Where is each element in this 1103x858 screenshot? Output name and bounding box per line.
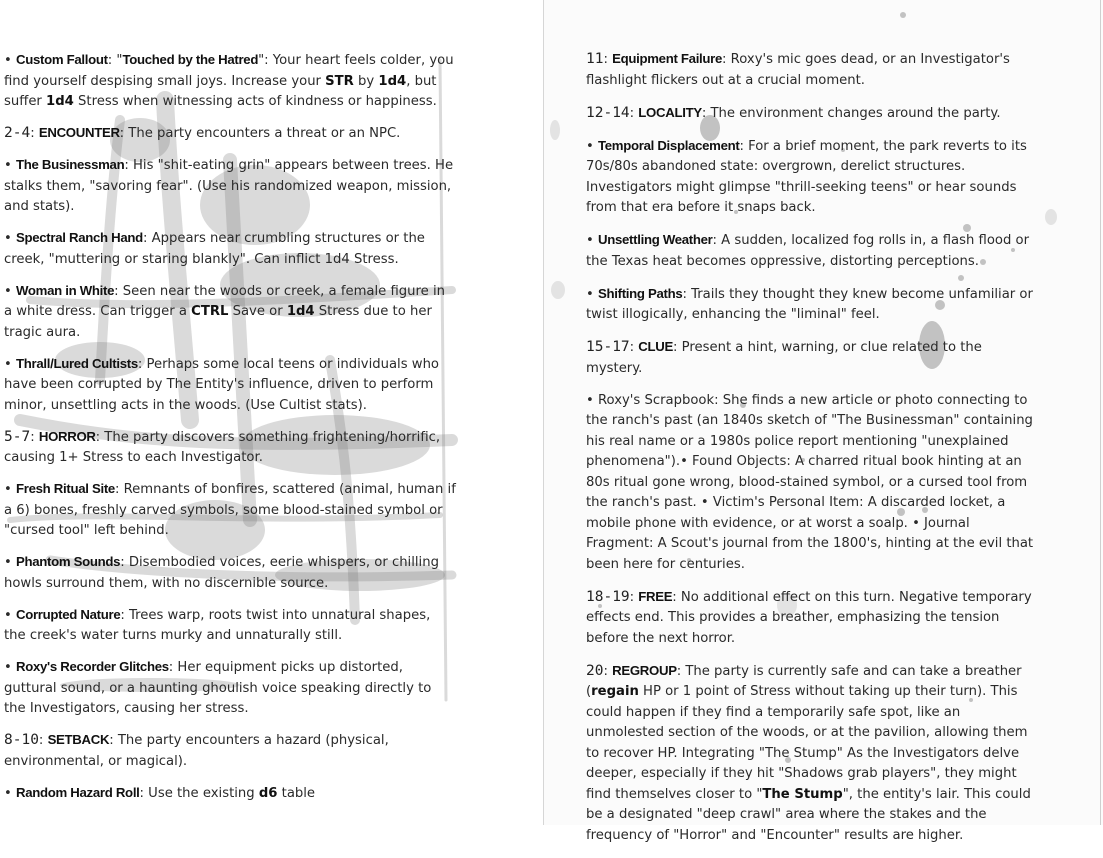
emphasis-text: The Stump <box>762 786 843 802</box>
entry-fresh-ritual-site <box>4 479 456 542</box>
entry-text: : The party encounters a threat or an NPC. <box>119 126 401 141</box>
entry-title: Thrall/Lured Cultists <box>15 355 138 371</box>
entry-text: • <box>4 53 16 68</box>
entry-text: • <box>586 286 598 302</box>
entry-text: : <box>38 733 48 748</box>
entry-title: Phantom Sounds <box>15 554 121 569</box>
entry-text: • Roxy's Scrapbook: She finds a new article or photo connecting to the ranch's past (an 1840s sketch of "The Businessman" containing his real name or a 1980s police report mentioning "unexplained phenomena").• Found Objects: A charred ritual book hinting at an 80s ritual gone wrong, blood-stained symbol, or a cursed tool from the ranch's past. • Victim's Personal Item: A discarded locket, a mobile phone with evidence, or at worst a soalp. • Journal Fragment: A Scout's journal from the 1800's, hinting at the evil that been here for centuries. <box>586 392 1034 572</box>
entry-text: • <box>586 138 598 154</box>
entry-text: : <box>603 663 613 679</box>
entry-title: SETBACK <box>47 732 110 747</box>
entry-title: FREE <box>638 588 673 604</box>
entry-text: HP or 1 point of Stress without taking up their turn). This could happen if they find a temporarily safe spot, like an unmolested section of the woods, or at the pavilion, allowing them to recover HP. Integrating "The Stump" As the Investigators delve deeper, especially if they hit "Shadows grab players", they might find themselves closer to " <box>586 684 1028 802</box>
entry-text: Stress when witnessing acts of kindness or happiness. <box>73 94 437 109</box>
entry-text: : The party encounters a hazard (physical, environmental, or magical). <box>4 733 389 769</box>
entry-text: ": Your heart feels colder, you find yourself despising small joys. Increase your <box>4 53 454 89</box>
entry-spectral-ranch-hand <box>4 228 456 270</box>
entry-text: : Use the existing <box>139 785 259 801</box>
entry-text: , but suffer <box>4 73 437 109</box>
entry-text: : Her equipment picks up distorted, guttural sound, or a haunting ghoulish voice speaking directly to the Investigators, causing her stress. <box>4 660 432 716</box>
entry-title: Touched by the Hatred <box>122 52 259 67</box>
entry-text: • <box>4 660 16 675</box>
entry-corrupted-nature <box>4 605 456 647</box>
entry-shifting-paths <box>586 284 1041 326</box>
entry-text: • <box>4 607 16 623</box>
entry-text: : <box>30 429 39 445</box>
entry-title: The Businessman <box>15 157 125 172</box>
entry-text: • <box>4 356 16 372</box>
roll-range: 11 <box>586 51 604 67</box>
roll-range: 8-10 <box>4 732 39 748</box>
entry-text: : A sudden, localized fog rolls in, a flash flood or the Texas heat becomes oppressive, distorting perceptions. <box>586 233 1030 269</box>
emphasis-text: d6 <box>258 785 278 801</box>
entry-text: : <box>629 105 639 121</box>
entry-text: ", the entity's lair. This could be a designated "deep crawl" area where the stakes and the frequency of "Horror" and "Encounter" results are higher. <box>586 786 1031 843</box>
entry-text: • <box>4 785 16 801</box>
entry-woman-in-white <box>4 281 456 344</box>
emphasis-text: 1d4 <box>46 94 74 109</box>
entry-custom-fallout <box>4 50 456 113</box>
entry-title: Woman in White <box>15 282 115 298</box>
entry-clue-details <box>586 391 1041 576</box>
entry-title: Fresh Ritual Site <box>15 481 115 496</box>
entry-title: LOCALITY <box>638 104 702 120</box>
entry-text: Stress due to her tragic aura. <box>4 304 432 340</box>
entry-title: Temporal Displacement <box>597 137 740 153</box>
entry-title: Random Hazard Roll <box>15 784 140 800</box>
entry-title: CLUE <box>638 339 673 354</box>
entry-text: : His "shit-eating grin" appears between trees. He stalks them, "savoring fear". (Use his randomized weapon, mission, and stats). <box>4 158 454 214</box>
entry-text: table <box>277 785 316 801</box>
entry-text: : The environment changes around the party. <box>701 105 1001 121</box>
entry-text: : Roxy's mic goes dead, or an Investigator's flashlight flickers out at a crucial moment. <box>586 52 1010 88</box>
roll-range: 12-14 <box>586 104 630 121</box>
entry-temporal-displacement <box>586 136 1041 219</box>
entry-regroup <box>586 661 1041 847</box>
entry-text: : Trees warp, roots twist into unnatural shapes, the creek's water turns murky and unnaturally still. <box>4 607 431 643</box>
roll-range: 15-17 <box>586 339 630 355</box>
entry-text: • <box>4 158 16 173</box>
entry-encounter <box>4 123 456 145</box>
entry-unsettling-weather <box>586 230 1041 272</box>
entry-text: : <box>603 52 613 67</box>
entry-text: : <box>629 589 639 605</box>
entry-title: Unsettling Weather <box>597 232 713 247</box>
roll-range: 18-19 <box>586 588 630 605</box>
entry-title: Equipment Failure <box>612 51 723 66</box>
entry-text: • <box>4 231 16 246</box>
entry-text: : Perhaps some local teens or individuals who have been corrupted by The Entity's influence, driven to perform minor, unsettling acts in the woods. (Use Cultist stats). <box>4 356 439 413</box>
entry-title: ENCOUNTER <box>38 125 120 140</box>
page-gutter <box>543 0 544 825</box>
entry-text: : Trails they thought they knew become unfamiliar or twist illogically, enhancing the "liminal" feel. <box>586 286 1033 322</box>
page-edge <box>1100 0 1101 825</box>
entry-text: : Disembodied voices, eerie whispers, or chilling howls surround them, with no discernible source. <box>4 555 439 591</box>
entry-title: HORROR <box>38 428 96 444</box>
entry-text: : For a brief moment, the park reverts to its 70s/80s abandoned state: overgrown, derelict structures. Investigators might glimpse "thrill-seeking teens" or hear sounds from that era before it snaps back. <box>586 138 1027 215</box>
entry-text: : Appears near crumbling structures or the creek, "muttering or staring blankly". Can inflict 1d4 Stress. <box>4 231 425 267</box>
emphasis-text: 1d4 <box>286 304 315 319</box>
entry-horror <box>4 427 456 469</box>
emphasis-text: CTRL <box>191 304 229 319</box>
entry-thrall-cultists <box>4 354 456 417</box>
entry-title: Shifting Paths <box>597 285 683 301</box>
entry-businessman <box>4 155 456 218</box>
entry-title: Roxy's Recorder Glitches <box>15 659 169 674</box>
right-column <box>586 49 1041 858</box>
entry-text: by <box>353 73 379 89</box>
entry-phantom-sounds <box>4 552 456 594</box>
entry-title: REGROUP <box>612 662 677 678</box>
roll-range: 20 <box>586 662 604 679</box>
entry-text: : <box>629 340 639 355</box>
emphasis-text: 1d4 <box>378 73 407 89</box>
entry-clue <box>586 337 1041 379</box>
entry-recorder-glitches <box>4 657 456 720</box>
entry-locality <box>586 103 1041 125</box>
entry-text: : <box>30 126 39 141</box>
left-column <box>4 50 456 815</box>
entry-text: : The party is currently safe and can take a breather ( <box>586 663 1022 699</box>
entry-text: : Present a hint, warning, or clue related to the mystery. <box>586 340 982 376</box>
entry-text: : The party discovers something frightening/horrific, causing 1+ Stress to each Investigator. <box>4 429 441 465</box>
entry-setback <box>4 730 456 772</box>
entry-title: Corrupted Nature <box>15 606 121 622</box>
entry-title: Custom Fallout <box>15 52 108 67</box>
emphasis-text: regain <box>591 684 639 699</box>
entry-text: • <box>4 482 16 497</box>
emphasis-text: STR <box>325 73 354 89</box>
entry-random-hazard-roll <box>4 783 456 805</box>
roll-range: 2-4 <box>4 125 31 141</box>
entry-free <box>586 587 1041 650</box>
entry-text: • <box>4 555 16 570</box>
entry-text: : Remnants of bonfires, scattered (animal, human if a 6) bones, freshly carved symbols, some blood-stained symbol or "cursed tool" left behind. <box>4 482 456 538</box>
entry-title: Spectral Ranch Hand <box>15 230 143 245</box>
entry-text: : Seen near the woods or creek, a female figure in a white dress. Can trigger a <box>4 283 445 319</box>
entry-equipment-failure <box>586 49 1041 91</box>
entry-text: Save or <box>228 304 287 319</box>
entry-text: • <box>4 283 16 299</box>
entry-text: • <box>586 233 598 248</box>
roll-range: 5-7 <box>4 428 31 445</box>
entry-text: : " <box>107 53 123 68</box>
entry-text: : No additional effect on this turn. Negative temporary effects end. This provides a breather, emphasizing the tension before the next horror. <box>586 589 1032 646</box>
